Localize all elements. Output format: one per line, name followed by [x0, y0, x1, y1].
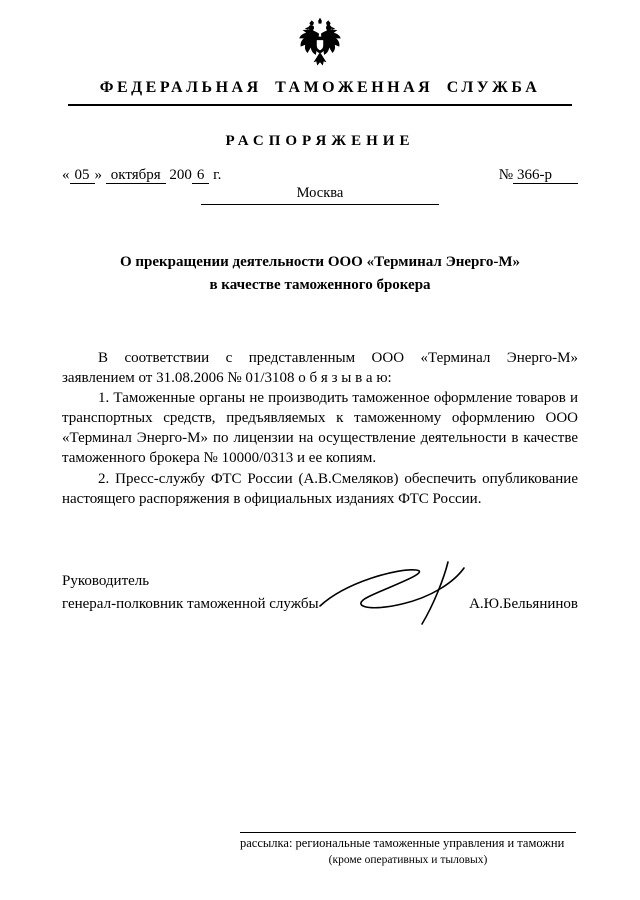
agency-name: ФЕДЕРАЛЬНАЯ ТАМОЖЕННАЯ СЛУЖБА	[99, 79, 541, 96]
handwritten-signature	[314, 560, 484, 631]
document-body	[62, 348, 578, 509]
distribution-note	[240, 832, 576, 866]
distribution-line1: рассылка: региональные таможенные управления и таможни	[240, 836, 565, 850]
date-year-prefix: 200	[169, 167, 192, 183]
distribution-line2: (кроме оперативных и тыловых)	[328, 854, 488, 866]
number-sign: №	[498, 167, 513, 183]
signer-position: Руководитель	[62, 572, 150, 589]
document-type-heading: РАСПОРЯЖЕНИЕ	[225, 133, 415, 149]
signer-name: А.Ю.Бельянинов	[469, 595, 578, 612]
date-day: 05	[70, 167, 95, 184]
date-year-digit: 6	[192, 167, 210, 184]
signature-block	[62, 573, 578, 613]
city-label: Москва	[296, 185, 344, 201]
date-quote-open: «	[62, 167, 70, 183]
date-month: октября	[106, 167, 166, 184]
document-title-line1: О прекращении деятельности ООО «Терминал Энерго-М»	[119, 254, 520, 270]
date-field	[62, 167, 221, 184]
paragraph-preamble: В соответствии с представленным ООО «Терминал Энерго-М» заявлением от 31.08.2006 № 01/3108 о б я з ы в а ю:	[62, 350, 578, 387]
date-quote-close: »	[94, 167, 102, 183]
date-year-era: г.	[213, 167, 222, 183]
document-title-line2: в качестве таможенного брокера	[209, 276, 431, 293]
signer-rank: генерал-полковник таможенной службы	[62, 595, 319, 612]
document-number-field	[499, 167, 578, 184]
city-underline	[201, 204, 439, 205]
document-title	[0, 251, 640, 296]
header-divider	[68, 104, 572, 106]
paragraph-item-2: 2. Пресс-службу ФТС России (А.В.Смеляков) обеспечить опубликование настоящего распоряжения в официальных изданиях ФТС России.	[62, 470, 578, 507]
paragraph-item-1: 1. Таможенные органы не производить таможенное оформление товаров и транспортных средств, предъявляемых к таможенному оформлению ООО «Терминал Энерго-М» по лицензии на осуществление деятельности в качестве таможенного брокера № 10000/0313 и ее копиям.	[62, 390, 578, 467]
double-headed-eagle-coat-of-arms-icon	[297, 16, 343, 73]
signature-row	[62, 596, 578, 613]
document-number: 366-р	[513, 167, 578, 184]
date-number-row	[62, 167, 578, 184]
